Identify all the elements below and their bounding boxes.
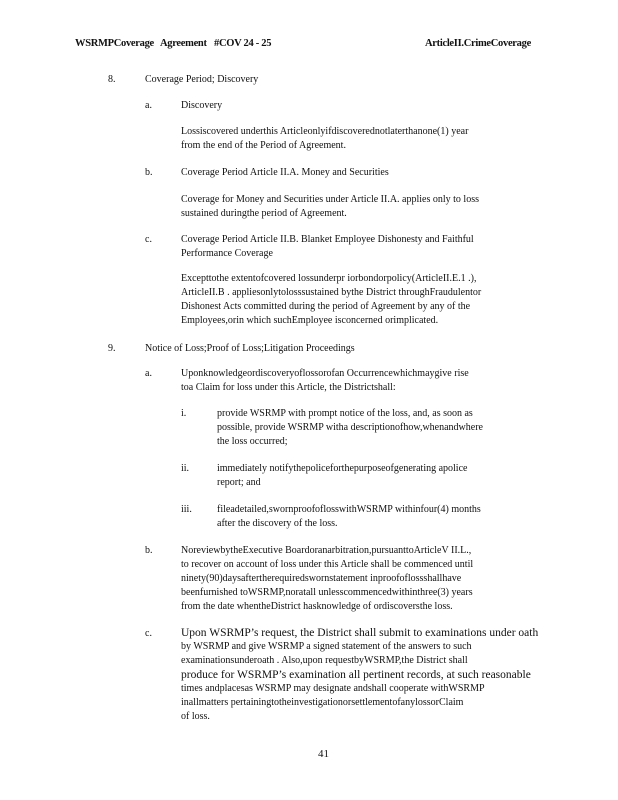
text-line: inallmatters pertainingtotheinvestigationorsettlementofanylossorClaim: [181, 697, 464, 708]
text-line: sustained duringthe period of Agreement.: [181, 208, 347, 219]
section-9b-body: [181, 544, 473, 614]
heading-line: Coverage Period Article II.B. Blanket Employee Dishonesty and Faithful: [181, 234, 474, 245]
text-line: times andplacesas WSRMP may designate andshall cooperate withWSRMP: [181, 683, 485, 694]
text-line: from the end of the Period of Agreement.: [181, 140, 346, 151]
text-line: Excepttothe extentofcovered lossunderpr iorbondorpolicy(ArticleII.E.1 .),: [181, 273, 477, 284]
section-9c-body: [181, 626, 538, 724]
section-9c-label: c.: [145, 628, 152, 639]
text-line: Uponknowledgeordiscoveryoflossorofan Occurrencewhichmaygive rise: [181, 368, 469, 379]
item-ii-label: ii.: [181, 463, 190, 474]
item-iii-label: iii.: [181, 504, 192, 515]
text-line: ArticleII.B . appliesonlytolosssustained bythe District throughFraudulentor: [181, 287, 482, 298]
section-8c-label: c.: [145, 234, 152, 245]
text-line: Employees,orin which suchEmployee isconcerned orimplicated.: [181, 315, 439, 326]
section-8a-heading: Discovery: [181, 100, 223, 111]
text-line: toa Claim for loss under this Article, the Districtshall:: [181, 382, 396, 393]
text-line: examinationsunderoath . Also,upon requestbyWSRMP,the District shall: [181, 655, 468, 666]
section-8b-body: [181, 193, 479, 221]
text-line: provide WSRMP with prompt notice of the loss, and, as soon as: [217, 408, 473, 419]
text-line: after the discovery of the loss.: [217, 518, 338, 529]
section-8c-body: [181, 272, 481, 328]
header-right: ArticleII.CrimeCoverage: [425, 38, 531, 49]
text-line: from the date whentheDistrict hasknowledge of ordiscoversthe loss.: [181, 601, 453, 612]
header-cov: #COV 24 - 25: [214, 38, 272, 49]
text-line: ninety(90)daysaftertherequiredswornstatement inproofoflossshallhave: [181, 573, 462, 584]
section-8b-label: b.: [145, 167, 153, 178]
text-line: possible, provide WSRMP witha descriptionofhow,whenandwhere: [217, 422, 483, 433]
header-agreement: Agreement: [160, 38, 207, 49]
section-8b-heading: Coverage Period Article II.A. Money and Securities: [181, 167, 389, 178]
text-line: Lossiscovered underthis Articleonlyifdiscoverednotlaterthanone(1) year: [181, 126, 469, 137]
text-line: beenfurnished toWSRMP,noratall unlesscommencedwithinthree(3) years: [181, 587, 473, 598]
section-9a-label: a.: [145, 368, 152, 379]
item-ii-body: [217, 462, 467, 490]
text-line: fileadetailed,swornproofoflosswithWSRMP withinfour(4) months: [217, 504, 481, 515]
header-left: WSRMPCoverage: [75, 38, 154, 49]
text-line: Coverage for Money and Securities under Article II.A. applies only to loss: [181, 194, 479, 205]
text-line: NoreviewbytheExecutive Boardoranarbitration,pursuanttoArticleV II.L.,: [181, 545, 472, 556]
text-line: report; and: [217, 477, 261, 488]
text-line: produce for WSRMP’s examination all pertinent records, at such reasonable: [181, 669, 531, 681]
section-9-title: Notice of Loss;Proof of Loss;Litigation Proceedings: [145, 343, 355, 354]
section-8a-body: [181, 125, 468, 153]
section-9a-body: [181, 367, 469, 395]
item-i-body: [217, 407, 483, 449]
text-line: of loss.: [181, 711, 210, 722]
section-9b-label: b.: [145, 545, 153, 556]
item-i-label: i.: [181, 408, 187, 419]
section-8-number: 8.: [108, 74, 116, 85]
item-iii-body: [217, 503, 481, 531]
section-8-title: Coverage Period; Discovery: [145, 74, 259, 85]
text-line: the loss occurred;: [217, 436, 288, 447]
text-line: Dishonest Acts committed during the period of Agreement by any of the: [181, 301, 471, 312]
section-9-number: 9.: [108, 343, 116, 354]
text-line: by WSRMP and give WSRMP a signed statement of the answers to such: [181, 641, 472, 652]
section-8a-label: a.: [145, 100, 152, 111]
section-8c-heading: [181, 233, 474, 261]
text-line: to recover on account of loss under this Article shall be commenced until: [181, 559, 474, 570]
heading-line: Performance Coverage: [181, 248, 273, 259]
page-number: 41: [318, 748, 329, 760]
text-line: Upon WSRMP’s request, the District shall submit to examinations under oath: [181, 627, 539, 639]
text-line: immediately notifythepoliceforthepurposeofgenerating apolice: [217, 463, 468, 474]
